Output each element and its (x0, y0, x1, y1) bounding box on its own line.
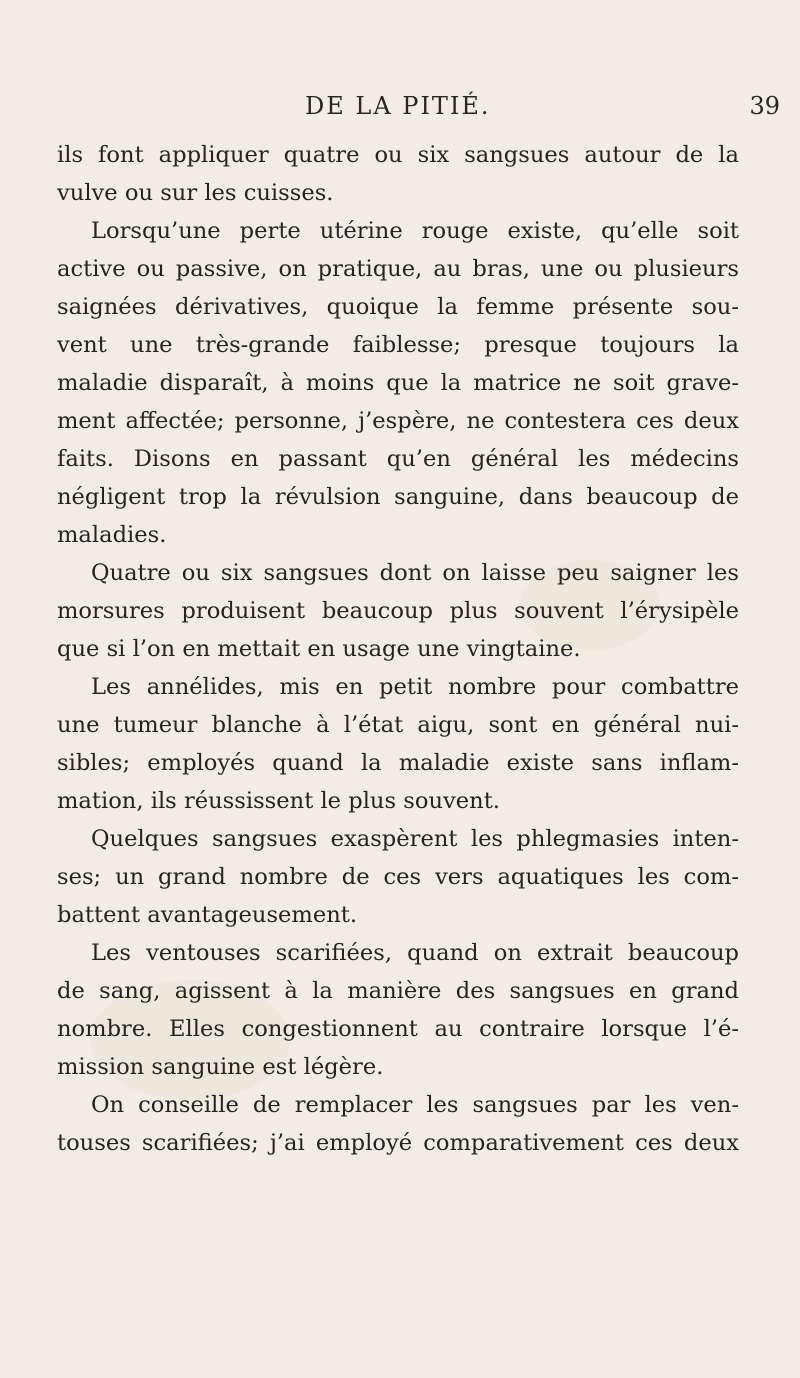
text-line: battent avantageusement. (57, 902, 358, 928)
text-line: mation, ils réussissent le plus souvent. (57, 788, 500, 814)
text-line: active ou passive, on pratique, au bras, une ou plusieurs (57, 256, 739, 282)
text-line: Quatre ou six sangsues dont on laisse peu saigner les (91, 560, 739, 586)
text-line: faits. Disons en passant qu’en général les médecins (57, 446, 739, 472)
text-line: morsures produisent beaucoup plus souvent l’érysipèle (57, 598, 739, 624)
text-line: Les ventouses scarifiées, quand on extrait beaucoup (91, 940, 739, 966)
text-line: ment affectée; personne, j’espère, ne contestera ces deux (57, 408, 739, 434)
text-line: ses; un grand nombre de ces vers aquatiques les com- (57, 864, 739, 890)
text-line: ils font appliquer quatre ou six sangsues autour de la (57, 142, 739, 168)
running-head: DE LA PITIÉ. (305, 92, 491, 120)
page-number: 39 (749, 92, 780, 120)
text-line: maladies. (57, 522, 167, 548)
text-line: vent une très-grande faiblesse; presque toujours la (57, 332, 739, 358)
text-line: On conseille de remplacer les sangsues par les ven- (91, 1092, 739, 1118)
text-line: vulve ou sur les cuisses. (57, 180, 334, 206)
text-line: de sang, agissent à la manière des sangsues en grand (57, 978, 739, 1004)
text-line: touses scarifiées; j’ai employé comparativement ces deux (57, 1130, 739, 1156)
text-line: une tumeur blanche à l’état aigu, sont en général nui- (57, 712, 739, 738)
text-line: Lorsqu’une perte utérine rouge existe, qu’elle soit (91, 218, 739, 244)
text-line: Les annélides, mis en petit nombre pour combattre (91, 674, 739, 700)
text-line: saignées dérivatives, quoique la femme présente sou- (57, 294, 739, 320)
text-line: négligent trop la révulsion sanguine, dans beaucoup de (57, 484, 739, 510)
text-line: nombre. Elles congestionnent au contraire lorsque l’é- (57, 1016, 739, 1042)
text-line: mission sanguine est légère. (57, 1054, 384, 1080)
text-line: Quelques sangsues exaspèrent les phlegmasies inten- (91, 826, 739, 852)
text-line: maladie disparaît, à moins que la matrice ne soit grave- (57, 370, 739, 396)
text-line: sibles; employés quand la maladie existe sans inflam- (57, 750, 739, 776)
body-text (57, 136, 739, 1162)
page-header (140, 92, 780, 132)
text-line: que si l’on en mettait en usage une vingtaine. (57, 636, 581, 662)
